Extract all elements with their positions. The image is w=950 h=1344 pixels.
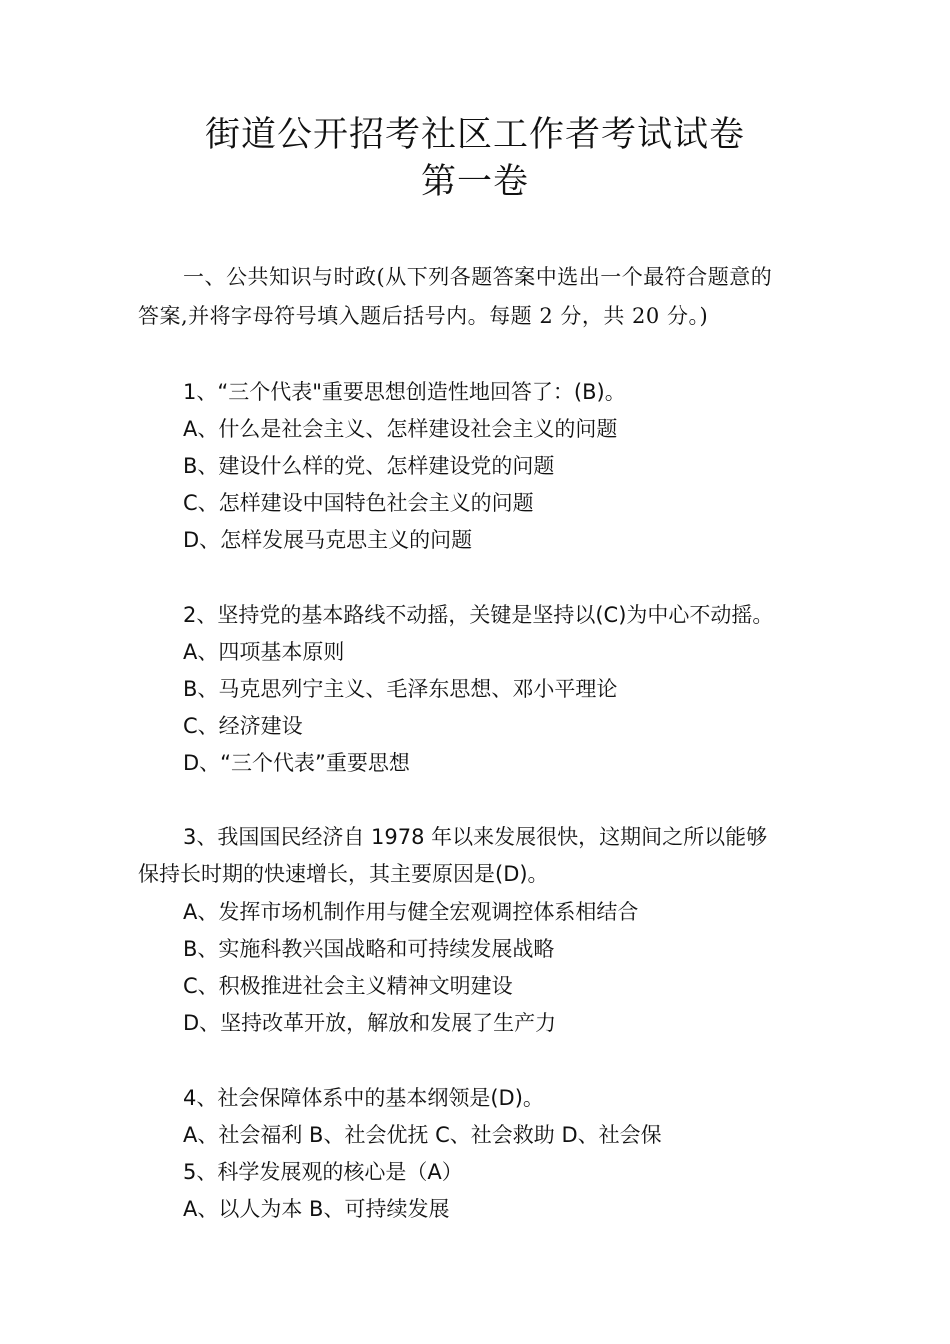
question-1-option-c: C、怎样建设中国特色社会主义的问题 — [183, 491, 534, 515]
question-1-option-b: B、建设什么样的党、怎样建设党的问题 — [183, 454, 555, 478]
document-title: 街道公开招考社区工作者考试试卷 — [204, 115, 745, 155]
question-3-option-c: C、积极推进社会主义精神文明建设 — [183, 974, 513, 998]
question-3-stem-line-1: 3、我国国民经济自 1978 年以来发展很快，这期间之所以能够 — [183, 825, 768, 849]
question-2-option-b: B、马克思列宁主义、毛泽东思想、邓小平理论 — [183, 677, 618, 701]
question-3-stem-line-2: 保持长时期的快速增长，其主要原因是(D)。 — [138, 862, 549, 886]
question-4-stem: 4、社会保障体系中的基本纲领是(D)。 — [183, 1086, 544, 1110]
section-heading-line-1: 一、公共知识与时政(从下列各题答案中选出一个最符合题意的 — [183, 265, 773, 289]
question-2-option-a: A、四项基本原则 — [183, 640, 345, 664]
question-2-stem: 2、坚持党的基本路线不动摇，关键是坚持以(C)为中心不动摇。 — [183, 603, 774, 627]
section-heading-line-2: 答案,并将字母符号填入题后括号内。每题 2 分，共 20 分。) — [138, 304, 709, 328]
question-2-option-d: D、“三个代表”重要思想 — [183, 751, 410, 775]
question-4-options: A、社会福利 B、社会优抚 C、社会救助 D、社会保 — [183, 1123, 662, 1147]
question-3-option-b: B、实施科教兴国战略和可持续发展战略 — [183, 937, 555, 961]
document-subtitle: 第一卷 — [420, 162, 529, 202]
question-2-option-c: C、经济建设 — [183, 714, 303, 738]
question-1-stem: 1、“三个代表"重要思想创造性地回答了：(B)。 — [183, 380, 626, 404]
question-3-option-a: A、发挥市场机制作用与健全宏观调控体系相结合 — [183, 900, 639, 924]
question-3-option-d: D、坚持改革开放，解放和发展了生产力 — [183, 1011, 557, 1035]
question-5-options: A、以人为本 B、可持续发展 — [183, 1197, 450, 1221]
question-1-option-a: A、什么是社会主义、怎样建设社会主义的问题 — [183, 417, 618, 441]
question-1-option-d: D、怎样发展马克思主义的问题 — [183, 528, 473, 552]
question-5-stem: 5、科学发展观的核心是（A） — [183, 1160, 463, 1184]
